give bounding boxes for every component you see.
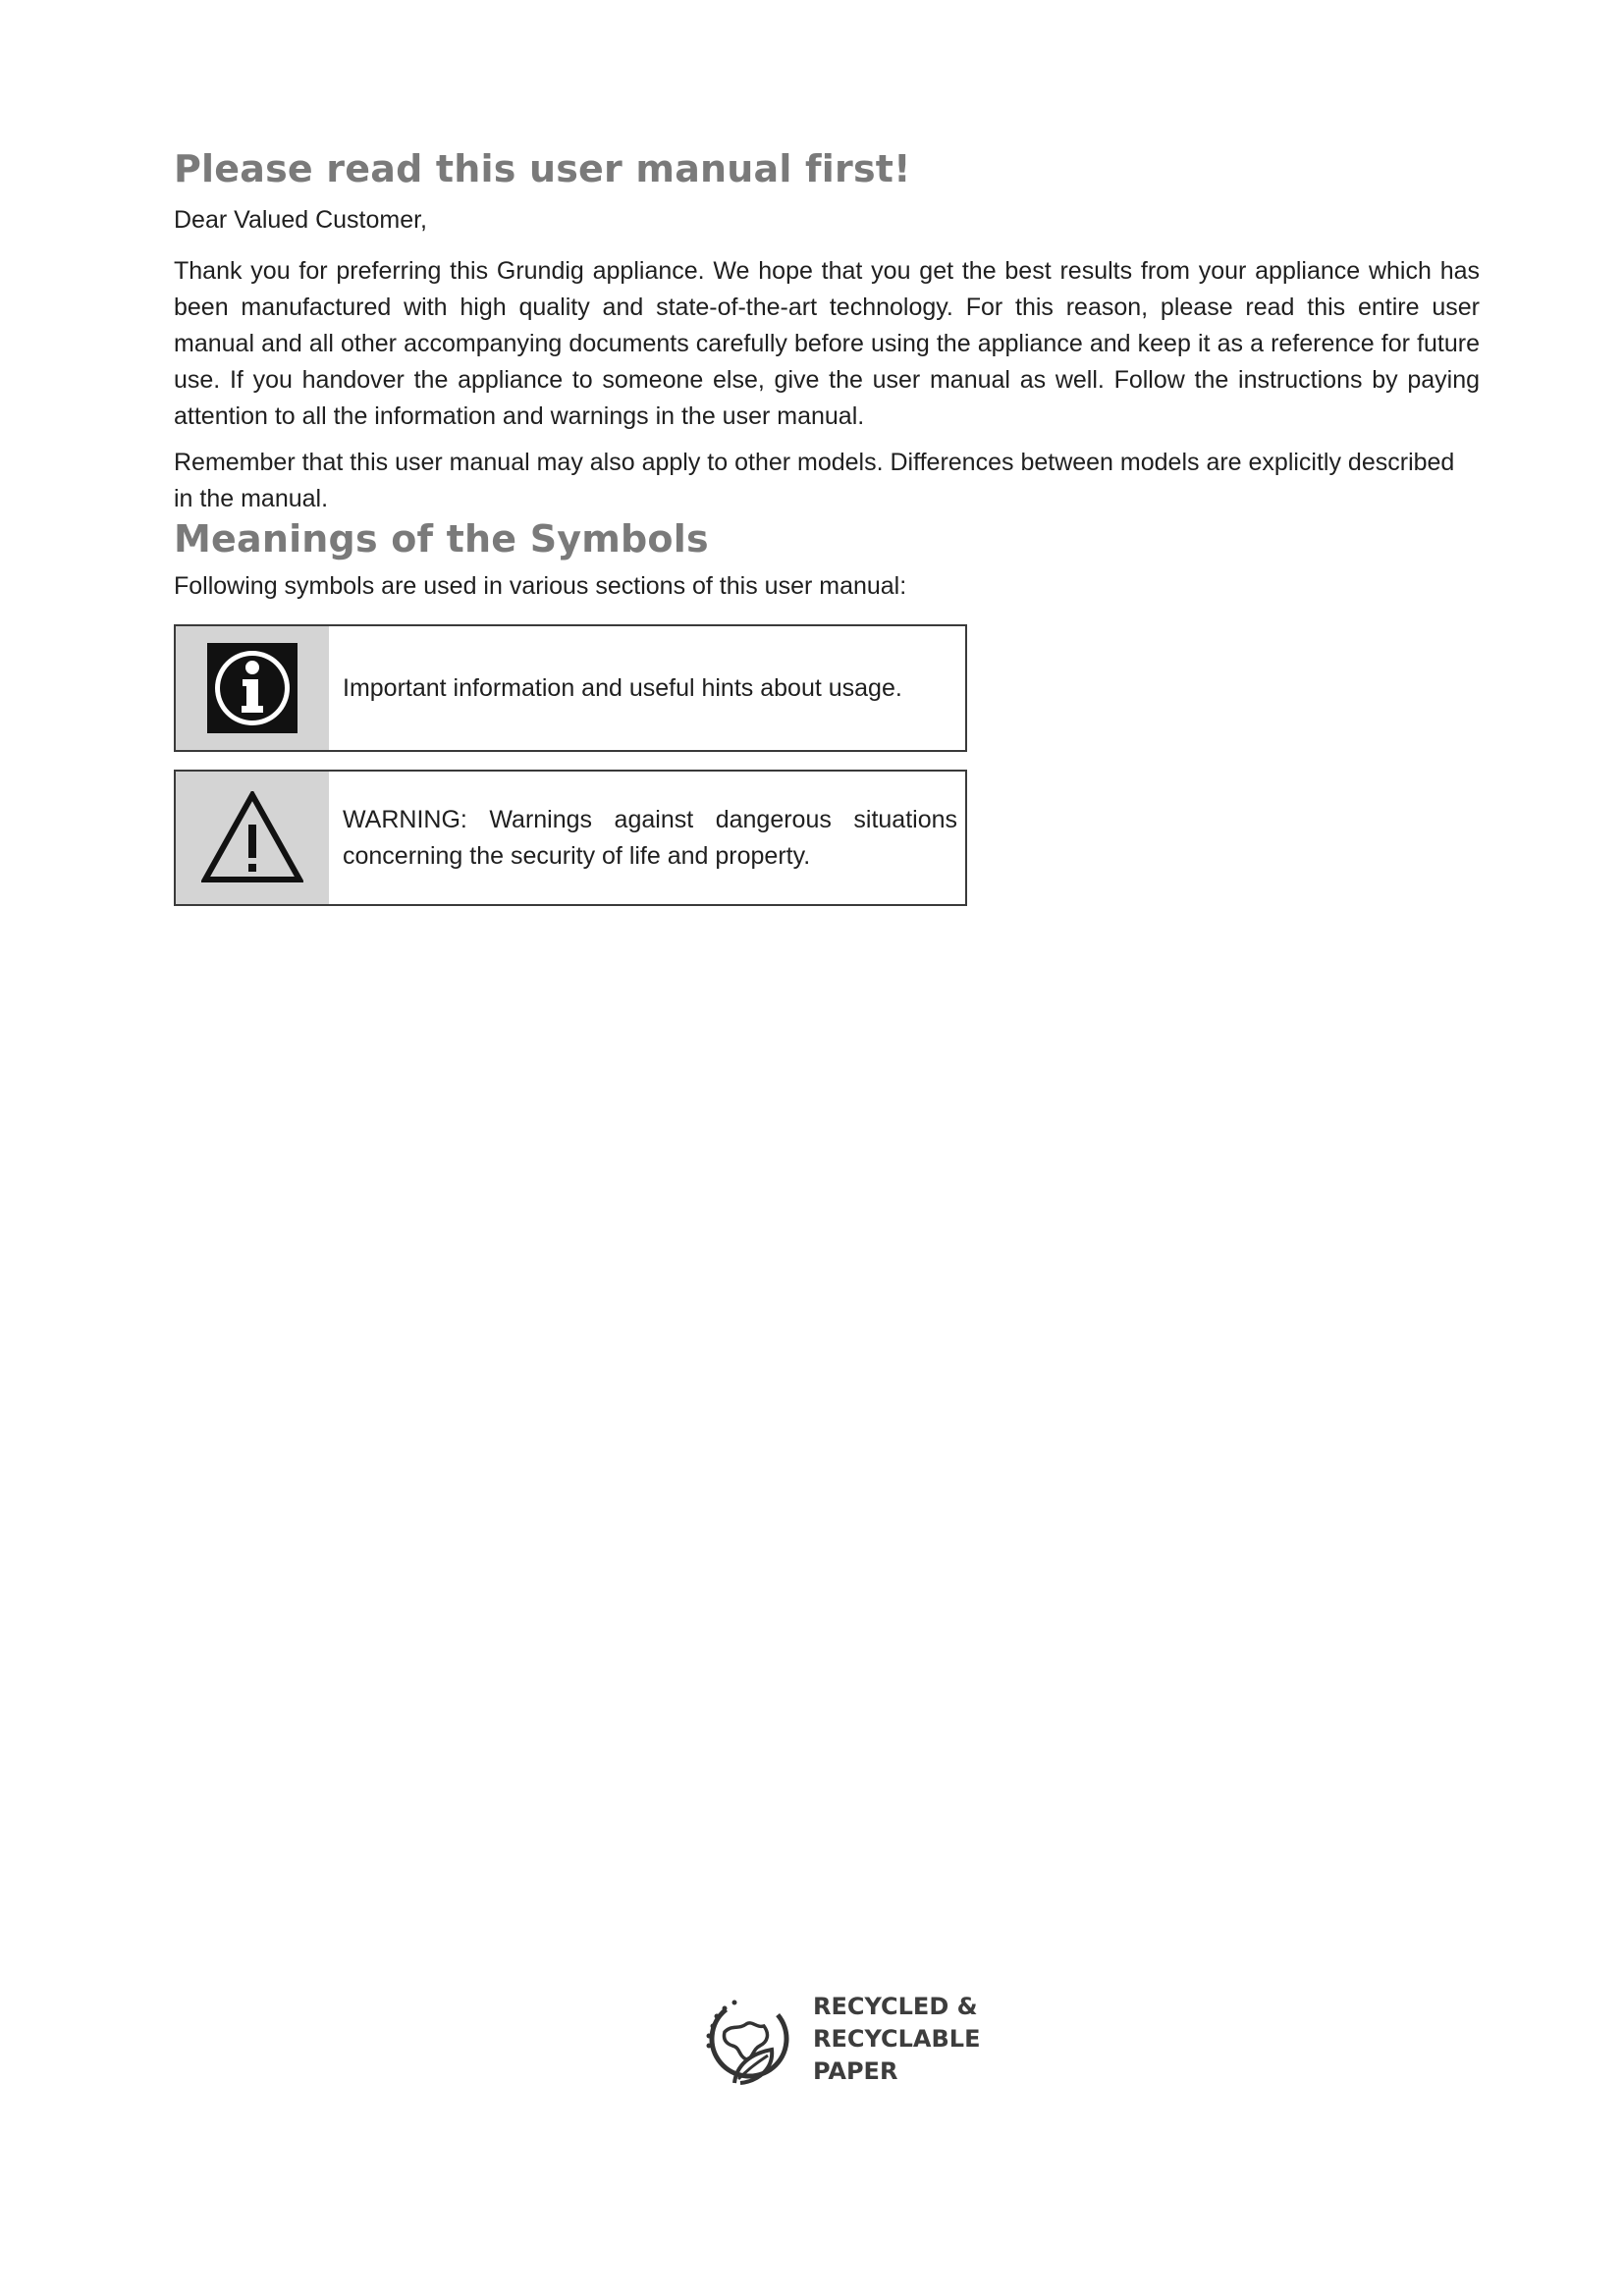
info-symbol-text: Important information and useful hints about usage. — [343, 673, 902, 702]
symbols-section-title: Meanings of the Symbols — [174, 517, 709, 561]
recycled-paper-logo — [695, 1985, 980, 2093]
warning-symbol-box — [174, 770, 967, 906]
document-page — [174, 147, 1480, 906]
greeting-text: Dear Valued Customer, — [174, 206, 427, 234]
logo-line-1: RECYCLED & — [813, 1992, 978, 2020]
models-note-paragraph: Remember that this user manual may also apply to other models. Differences between models are explicitly described in the manual. — [174, 449, 1455, 512]
warning-symbol-text: WARNING: Warnings against dangerous situations concerning the security of life and property. — [343, 805, 957, 870]
symbols-intro-text: Following symbols are used in various sections of this user manual: — [174, 572, 907, 600]
page-title: Please read this user manual first! — [174, 147, 911, 190]
warning-icon-cell — [176, 772, 329, 904]
recycle-globe-leaf-icon — [695, 1985, 803, 2093]
info-symbol-box — [174, 624, 967, 752]
logo-line-2: RECYCLABLE — [813, 2024, 981, 2053]
info-icon — [207, 643, 298, 733]
info-icon-cell — [176, 626, 329, 750]
logo-line-3: PAPER — [813, 2056, 898, 2085]
intro-paragraph: Thank you for preferring this Grundig appliance. We hope that you get the best results from your appliance which has been manufactured with high quality and state-of-the-art technology. For this reason, please read this entire user manual and all other accompanying documents carefully before using the appliance and keep it as a reference for future use. If you handover the appliance to someone else, give the user manual as well. Follow the instructions by paying attention to all the information and warnings in the user manual. — [174, 257, 1480, 430]
warning-icon — [201, 791, 303, 885]
